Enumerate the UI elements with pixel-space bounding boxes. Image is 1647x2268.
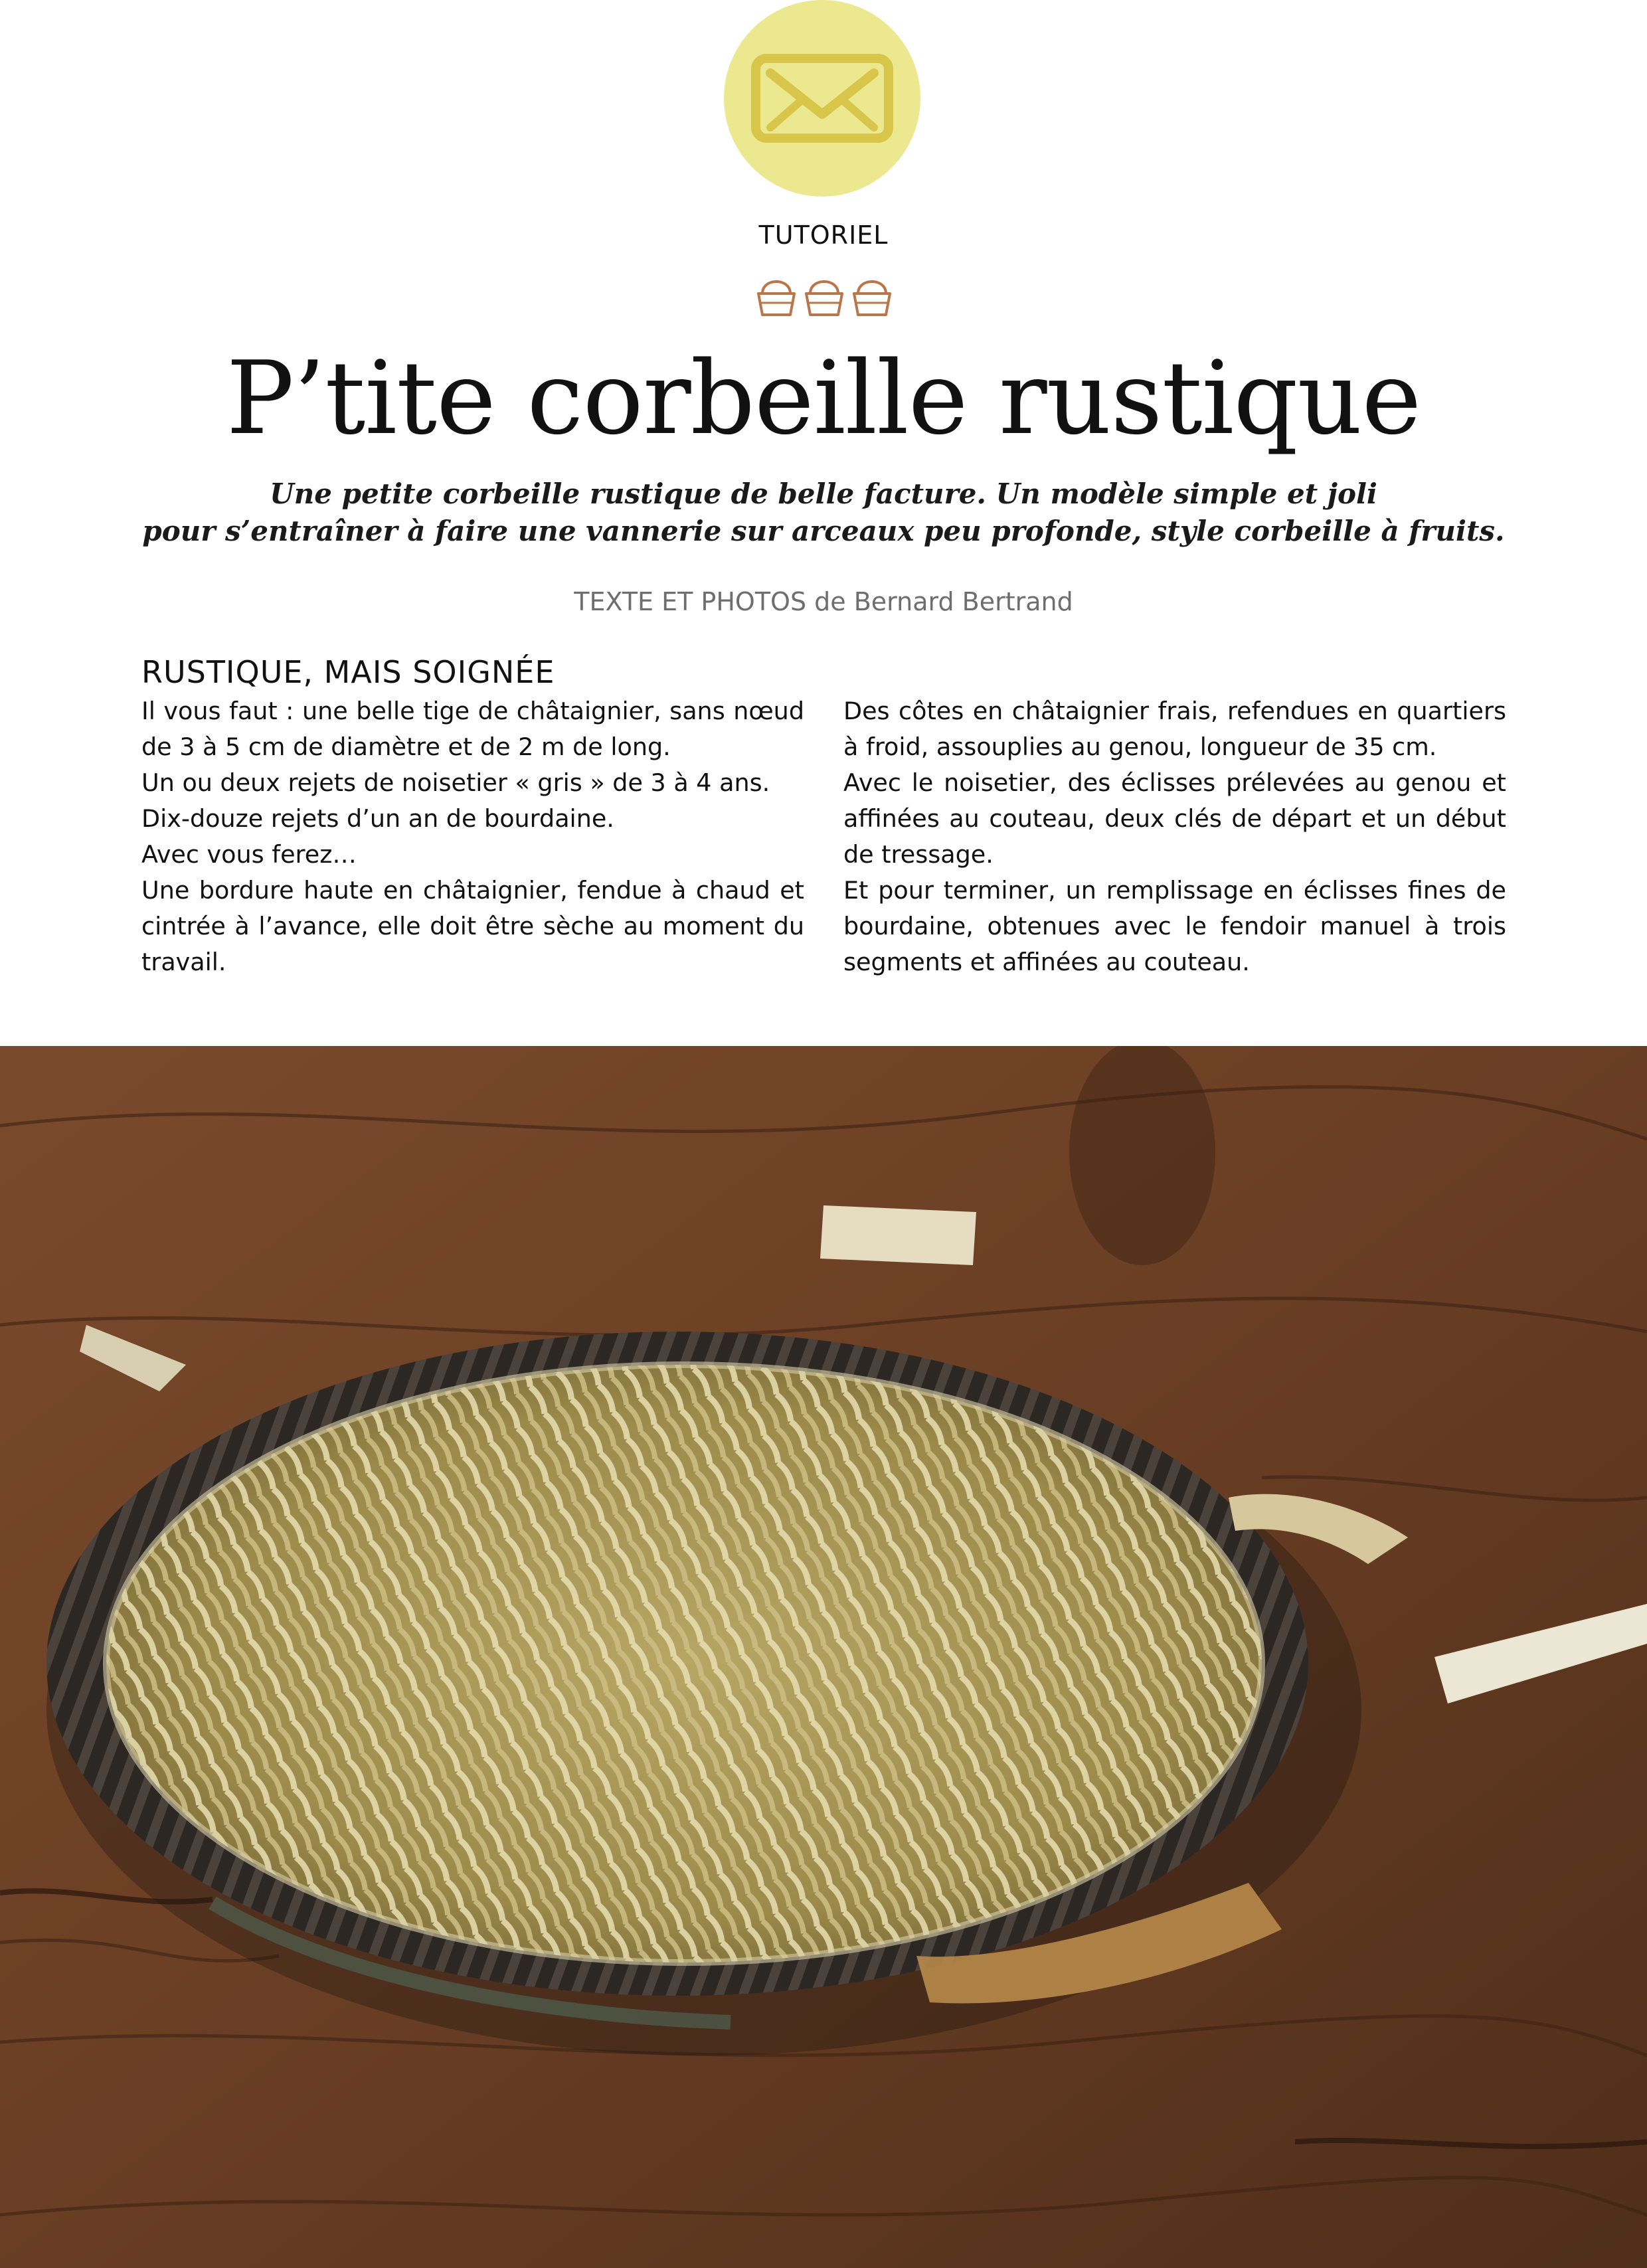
subtitle-line-2: pour s’entraîner à faire une vannerie sur arceaux peu profonde, style corbeille à fruits. xyxy=(142,515,1505,547)
paragraph: Un ou deux rejets de noisetier « gris » de 3 à 4 ans. xyxy=(141,768,770,797)
article-title: P’tite corbeille rustique xyxy=(226,339,1421,457)
basket-icon xyxy=(756,274,797,317)
byline: TEXTE ET PHOTOS de Bernard Bertrand xyxy=(574,587,1073,616)
basket-icon xyxy=(851,274,893,317)
paragraph: Avec vous ferez… xyxy=(141,840,357,869)
logo-badge xyxy=(724,0,920,197)
subtitle-line-1: Une petite corbeille rustique de belle facture. Un modèle simple et joli xyxy=(270,478,1377,510)
envelope-icon xyxy=(750,53,894,143)
article-subtitle xyxy=(133,476,1514,550)
basket-photo xyxy=(0,1046,1647,2268)
section-heading: RUSTIQUE, MAIS SOIGNÉE xyxy=(141,654,555,690)
basket-photo-illustration xyxy=(0,1046,1647,2268)
difficulty-rating xyxy=(756,274,893,320)
body-column-left xyxy=(141,693,804,980)
paragraph: Il vous faut : une belle tige de châtaignier, sans nœud de 3 à 5 cm de diamètre et de 2 m de long. xyxy=(141,697,804,761)
paragraph: Des côtes en châtaignier frais, refendues en quartiers à froid, assouplies au genou, longueur de 35 cm. xyxy=(843,697,1506,761)
category-label: TUTORIEL xyxy=(758,220,889,250)
basket-icon xyxy=(804,274,845,317)
body-column-right xyxy=(843,693,1506,980)
paragraph: Dix-douze rejets d’un an de bourdaine. xyxy=(141,804,614,833)
paragraph: Avec le noisetier, des éclisses prélevées au genou et affinées au couteau, deux clés de départ et un début de tressage. xyxy=(843,768,1506,869)
paragraph: Une bordure haute en châtaignier, fendue à chaud et cintrée à l’avance, elle doit être sèche au moment du travail. xyxy=(141,876,804,976)
paragraph: Et pour terminer, un remplissage en éclisses fines de bourdaine, obtenues avec le fendoir manuel à trois segments et affinées au couteau. xyxy=(843,876,1506,976)
